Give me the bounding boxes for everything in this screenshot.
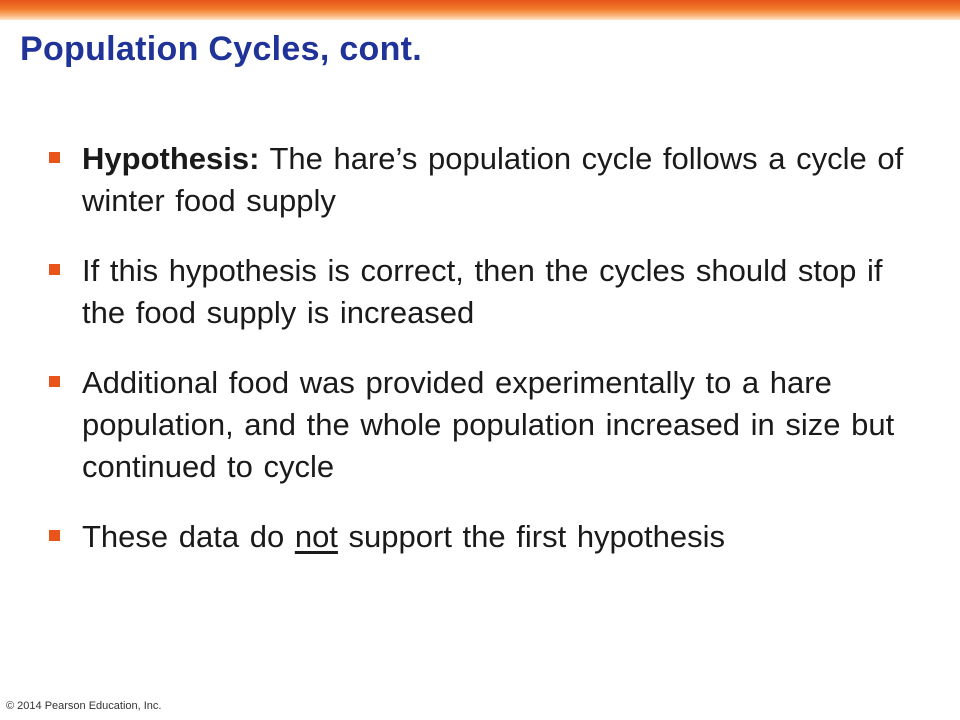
bullet-text: The hare’s population cycle follows a cycle of winter food supply (82, 141, 904, 218)
bullet-item-hypothesis (46, 138, 926, 222)
bullet-item-prediction (46, 250, 926, 334)
bullet-emphasis-not: not (294, 519, 338, 554)
bullet-text-before: These data do (82, 519, 295, 554)
bullet-item-experiment (46, 362, 926, 488)
bullet-text: If this hypothesis is correct, then the cycles should stop if the food supply is increased (82, 253, 883, 330)
square-bullet-icon (49, 264, 60, 275)
top-accent-bar (0, 0, 960, 20)
square-bullet-icon (49, 376, 60, 387)
bullet-lead: Hypothesis: (82, 141, 260, 176)
square-bullet-icon (49, 530, 60, 541)
copyright-notice: © 2014 Pearson Education, Inc. (6, 700, 162, 712)
slide-title: Population Cycles, cont. (20, 30, 423, 68)
bullet-item-conclusion (46, 516, 926, 558)
bullet-text: Additional food was provided experimentally to a hare population, and the whole population increased in size but continued to cycle (82, 365, 895, 484)
bullet-text-after: support the first hypothesis (337, 519, 726, 554)
bullet-list (46, 138, 926, 586)
square-bullet-icon (49, 152, 60, 163)
